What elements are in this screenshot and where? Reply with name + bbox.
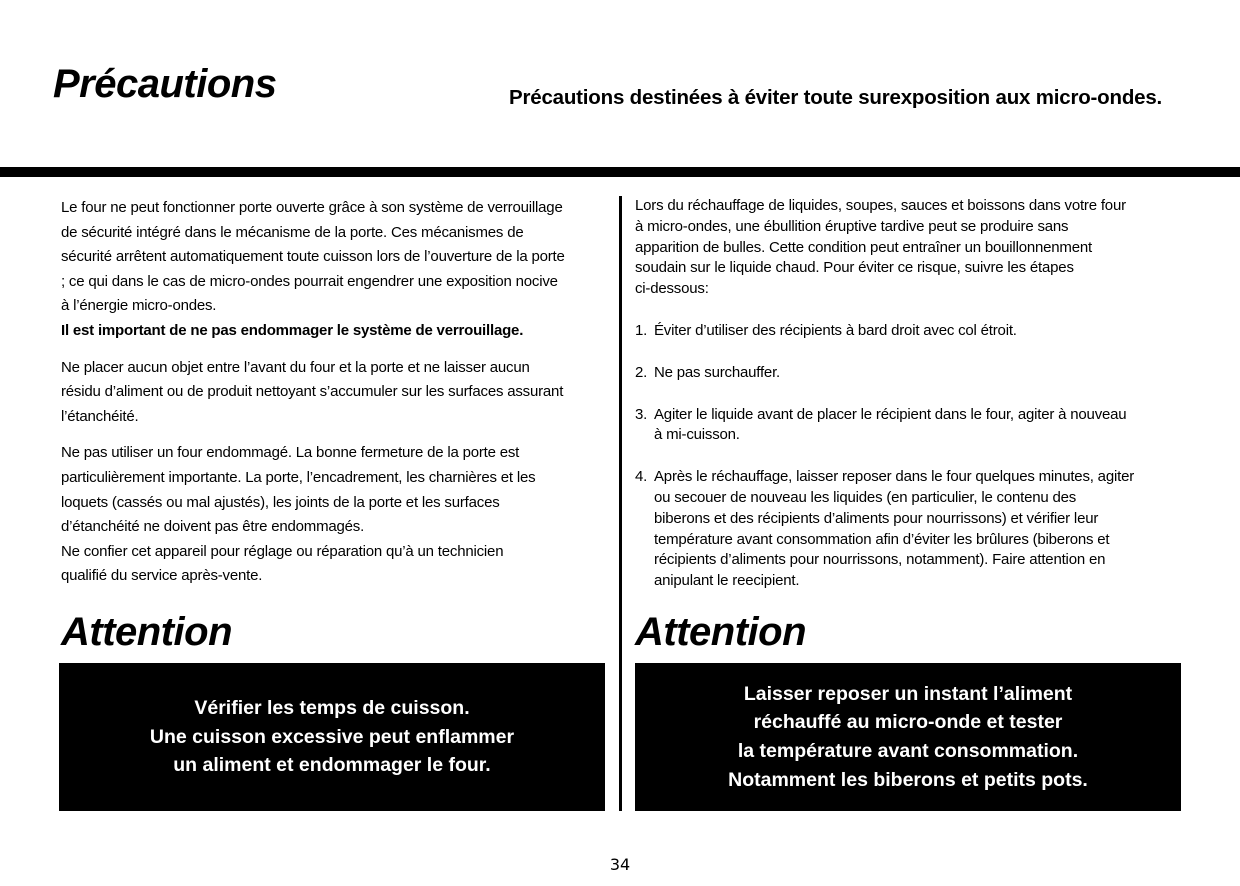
- text-line: de sécurité intégré dans le mécanisme de la porte. Ces mécanismes de: [61, 223, 524, 241]
- paragraph-damaged-oven: [61, 441, 607, 589]
- text-line: apparition de bulles. Cette condition peut entraîner un bouillonnenment: [635, 238, 1092, 256]
- text-line: ; ce qui dans le cas de micro-ondes pourrait engendrer une exposition nocive: [61, 272, 558, 290]
- paragraph-door-seal: [61, 356, 607, 430]
- right-column: [635, 196, 1183, 592]
- attention-line: un aliment et endommager le four.: [173, 754, 491, 777]
- text-line: à mi-cuisson.: [654, 426, 740, 444]
- step-number: 1.: [635, 321, 648, 339]
- text-line: ci-dessous:: [635, 280, 709, 298]
- list-item: [635, 363, 1183, 384]
- list-item: [635, 405, 1183, 447]
- text-line: température avant consommation afin d’éviter les brûlures (biberons et: [654, 530, 1110, 548]
- page-title: Précautions: [53, 62, 277, 106]
- text-line: loquets (cassés ou mal ajustés), les joints de la porte et les surfaces: [61, 493, 500, 511]
- text-line: Ne pas utiliser un four endommagé. La bonne fermeture de la porte est: [61, 444, 520, 462]
- list-item: [635, 321, 1183, 342]
- text-line: l’étanchéité.: [61, 407, 139, 425]
- left-column: [61, 196, 607, 589]
- step-number: 2.: [635, 363, 648, 381]
- text-line: sécurité arrêtent automatiquement toute cuisson lors de l’ouverture de la porte: [61, 248, 565, 266]
- text-line: à l’énergie micro-ondes.: [61, 297, 217, 315]
- text-line: anipulant le reecipient.: [654, 572, 800, 590]
- text-line: d’étanchéité ne doivent pas être endommagés.: [61, 518, 365, 536]
- paragraph-liquid-heating: [635, 196, 1183, 300]
- page-subtitle: Précautions destinées à éviter toute surexposition aux micro-ondes.: [509, 86, 1163, 109]
- attention-line: la température avant consommation.: [737, 740, 1079, 762]
- text-line: qualifié du service après-vente.: [61, 567, 263, 585]
- attention-box-right: [635, 663, 1181, 811]
- text-line: particulièrement importante. La porte, l’encadrement, les charnières et les: [61, 468, 536, 486]
- text-line: Éviter d’utiliser des récipients à bard droit avec col étroit.: [654, 321, 1017, 339]
- attention-heading-right: Attention: [635, 610, 807, 654]
- text-line: ou secouer de nouveau les liquides (en particulier, le contenu des: [654, 488, 1077, 506]
- header-rule: [0, 167, 1240, 177]
- text-line: à micro-ondes, une ébullition éruptive tardive peut se produire sans: [635, 217, 1069, 235]
- attention-line: Laisser reposer un instant l’aliment: [743, 682, 1073, 705]
- text-line: soudain sur le liquide chaud. Pour éviter ce risque, suivre les étapes: [635, 259, 1074, 277]
- page-number: 34: [609, 855, 631, 874]
- text-line: Lors du réchauffage de liquides, soupes, sauces et boissons dans votre four: [635, 197, 1126, 214]
- attention-line: Vérifier les temps de cuisson.: [194, 696, 470, 719]
- text-line: Après le réchauffage, laisser reposer dans le four quelques minutes, agiter: [654, 468, 1135, 486]
- text-line: Le four ne peut fonctionner porte ouverte grâce à son système de verrouillage: [61, 199, 563, 216]
- lock-warning-bold: Il est important de ne pas endommager le système de verrouillage.: [61, 321, 524, 339]
- text-line: Ne confier cet appareil pour réglage ou réparation qu’à un technicien: [61, 542, 504, 560]
- list-item: [635, 467, 1183, 592]
- attention-heading-left: Attention: [61, 610, 233, 654]
- text-line: résidu d’aliment ou de produit nettoyant s’accumuler sur les surfaces assurant: [61, 383, 564, 401]
- text-line: Ne placer aucun objet entre l’avant du four et la porte et ne laisser aucun: [61, 358, 530, 376]
- paragraph-lock-system: [61, 196, 607, 344]
- text-line: Agiter le liquide avant de placer le récipient dans le four, agiter à nouveau: [654, 405, 1127, 423]
- steps-list: [635, 321, 1183, 592]
- attention-box-left: [59, 663, 605, 811]
- step-number: 3.: [635, 405, 648, 423]
- step-number: 4.: [635, 468, 648, 486]
- text-line: récipients d’aliments pour nourrissons, notamment). Faire attention en: [654, 551, 1106, 569]
- attention-line: réchauffé au micro-onde et tester: [753, 711, 1063, 734]
- attention-line: Une cuisson excessive peut enflammer: [149, 725, 515, 748]
- text-line: Ne pas surchauffer.: [654, 363, 780, 381]
- text-line: biberons et des récipients d’aliments pour nourrissons) et vérifier leur: [654, 509, 1099, 527]
- attention-line: Notamment les biberons et petits pots.: [728, 768, 1088, 791]
- column-divider: [619, 196, 622, 811]
